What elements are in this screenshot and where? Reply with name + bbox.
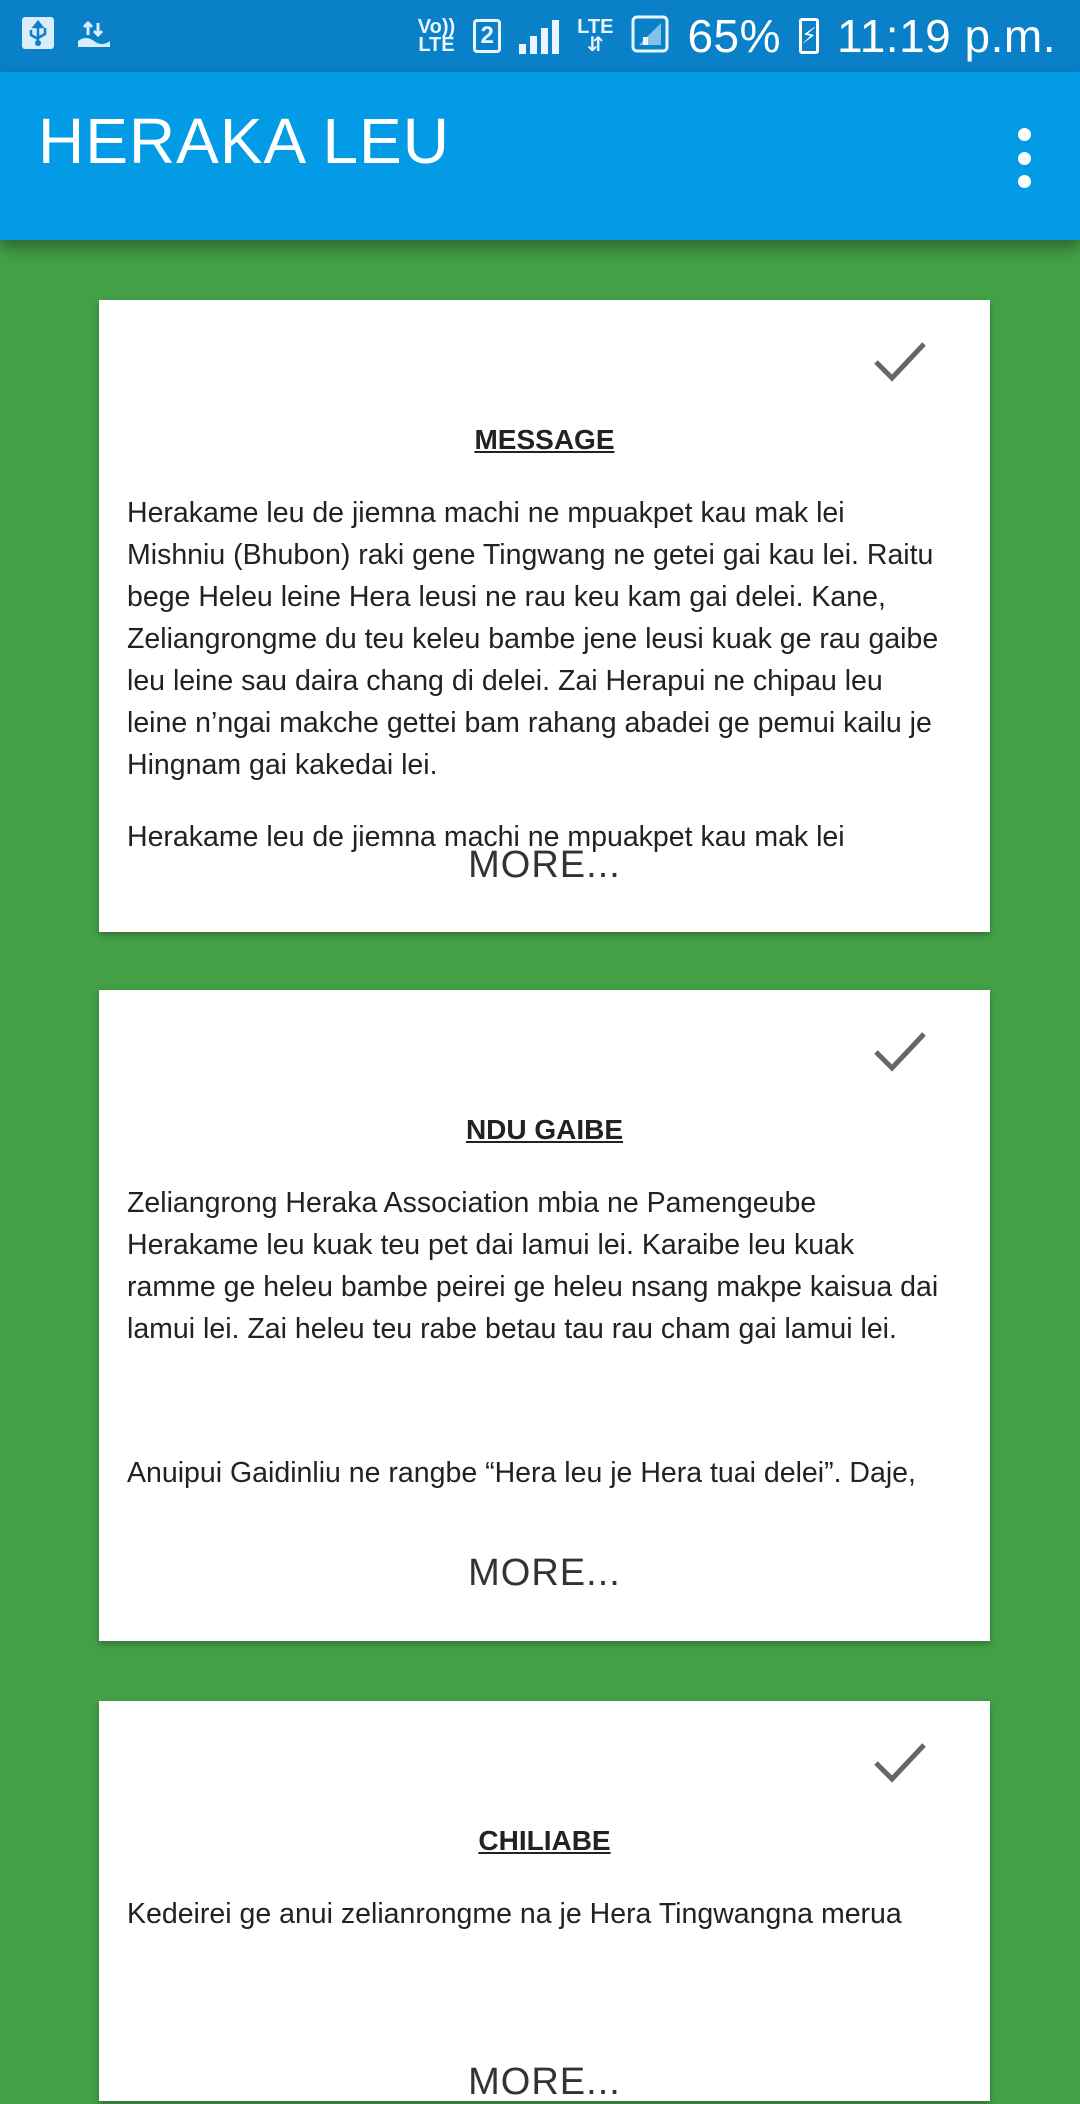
volte-indicator: Vo)) LTE bbox=[417, 16, 456, 56]
download-sync-icon bbox=[74, 15, 114, 57]
check-icon[interactable] bbox=[872, 1737, 928, 1789]
usb-icon bbox=[20, 15, 56, 57]
more-button[interactable]: MORE... bbox=[468, 2061, 621, 2103]
sim-slot-badge: 2 bbox=[473, 19, 501, 53]
card-message bbox=[99, 300, 990, 932]
check-icon[interactable] bbox=[872, 1026, 928, 1078]
more-vert-icon[interactable] bbox=[1012, 128, 1036, 188]
clock: 11:19 p.m. bbox=[837, 10, 1056, 62]
check-icon[interactable] bbox=[872, 336, 928, 388]
card-chiliabe bbox=[99, 1701, 990, 2101]
battery-percent: 65% bbox=[687, 10, 782, 62]
card-paragraph: Herakame leu de jiemna machi ne mpuakpet kau mak lei bbox=[127, 821, 845, 853]
lte-indicator: LTE ⇵ bbox=[577, 16, 614, 56]
card-body bbox=[127, 492, 942, 853]
more-button[interactable]: MORE... bbox=[468, 844, 621, 886]
more-button[interactable]: MORE... bbox=[468, 1552, 621, 1594]
status-bar bbox=[0, 0, 1080, 72]
card-paragraph: Anuipui Gaidinliu ne rangbe “Hera leu je Hera tuai delei”. Daje, bbox=[127, 1457, 916, 1489]
signal-strength-icon bbox=[519, 18, 559, 54]
status-right-icons bbox=[418, 9, 1056, 63]
battery-charging-icon: ⚡ bbox=[799, 18, 819, 54]
app-bar bbox=[0, 72, 1080, 240]
card-paragraph: Kedeirei ge anui zelianrongme na je Hera Tingwangna merua bbox=[127, 1898, 902, 1930]
card-paragraph: Zeliangrong Heraka Association mbia ne Pamengeube Herakame leu kuak teu pet dai lamui lei. Karaibe leu kuak ramme ge heleu bambe peirei ge heleu nsang makpe kaisua dai lamui lei. Zai heleu teu rabe betau tau rau cham gai lamui lei. bbox=[127, 1187, 939, 1345]
card-body bbox=[127, 1893, 942, 2053]
card-feed[interactable] bbox=[0, 240, 1080, 2103]
status-left-icons bbox=[20, 15, 114, 57]
signal-box-icon bbox=[631, 15, 669, 58]
card-title: CHILIABE bbox=[478, 1825, 611, 1856]
card-body bbox=[127, 1182, 942, 1534]
card-title: NDU GAIBE bbox=[465, 1114, 624, 1145]
card-paragraph: Herakame leu de jiemna machi ne mpuakpet kau mak lei Mishniu (Bhubon) raki gene Tingwang ne getei gai kau lei. Raitu bege Heleu leine Hera leusi ne rau keu kam gai delei. Kane, Zeliangrongme du teu keleu bambe jene leusi kuak ge rau gaibe leu leine sau daira chang di delei. Zai Herapui ne chipau leu leine n’ngai makche gettei bam rahang abadei ge pemui kailu je Hingnam gai kakedai lei. bbox=[127, 497, 939, 781]
data-arrows-icon: ⇵ bbox=[586, 34, 604, 56]
card-title: MESSAGE bbox=[474, 424, 615, 455]
app-title: HERAKA LEU bbox=[38, 105, 450, 177]
card-ndu-gaibe bbox=[99, 990, 990, 1641]
